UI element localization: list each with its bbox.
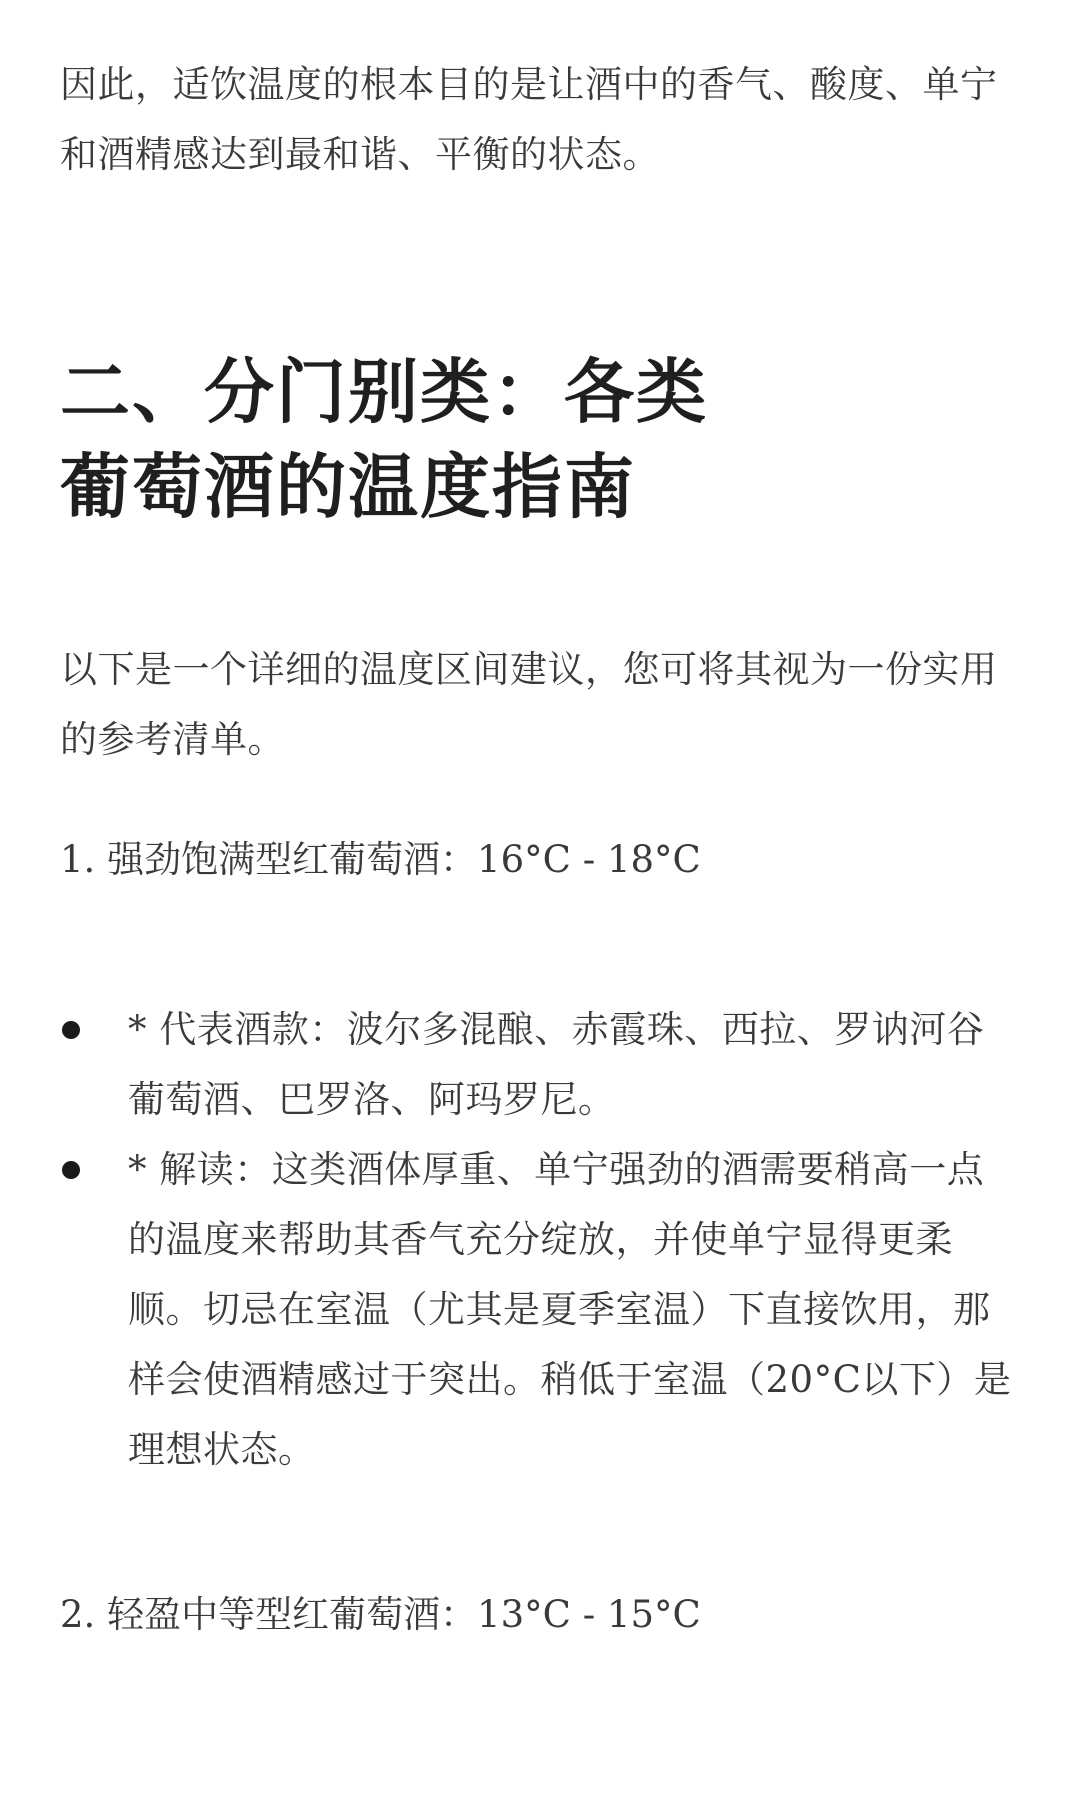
intro-paragraph: 因此，适饮温度的根本目的是让酒中的香气、酸度、单宁和酒精感达到最和谐、平衡的状态。 xyxy=(60,63,998,176)
bullet-item-wines xyxy=(60,995,1020,1135)
bullet-dot-icon xyxy=(62,1161,80,1179)
lead-paragraph: 以下是一个详细的温度区间建议，您可将其视为一份实用的参考清单。 xyxy=(60,648,998,761)
bullet-dot-icon xyxy=(62,1021,80,1039)
section-heading-line-1: 二、分门别类：各类 xyxy=(60,351,708,433)
list-item-title-1: 1. 强劲饱满型红葡萄酒：16°C - 18°C xyxy=(60,838,701,881)
list-item-title-2: 2. 轻盈中等型红葡萄酒：13°C - 15°C xyxy=(60,1593,701,1636)
bullet-text-wines: * 代表酒款：波尔多混酿、赤霞珠、西拉、罗讷河谷葡萄酒、巴罗洛、阿玛罗尼。 xyxy=(128,1008,985,1121)
bullet-item-explanation xyxy=(60,1135,1020,1485)
bullet-text-explanation: * 解读：这类酒体厚重、单宁强劲的酒需要稍高一点的温度来帮助其香气充分绽放，并使单宁显得更柔顺。切忌在室温（尤其是夏季室温）下直接饮用，那样会使酒精感过于突出。稍低于室温（20°C以下）是理想状态。 xyxy=(128,1148,1012,1471)
section-heading xyxy=(60,345,1020,535)
section-heading-line-2: 葡萄酒的温度指南 xyxy=(60,446,636,528)
bullet-list xyxy=(60,995,1020,1485)
